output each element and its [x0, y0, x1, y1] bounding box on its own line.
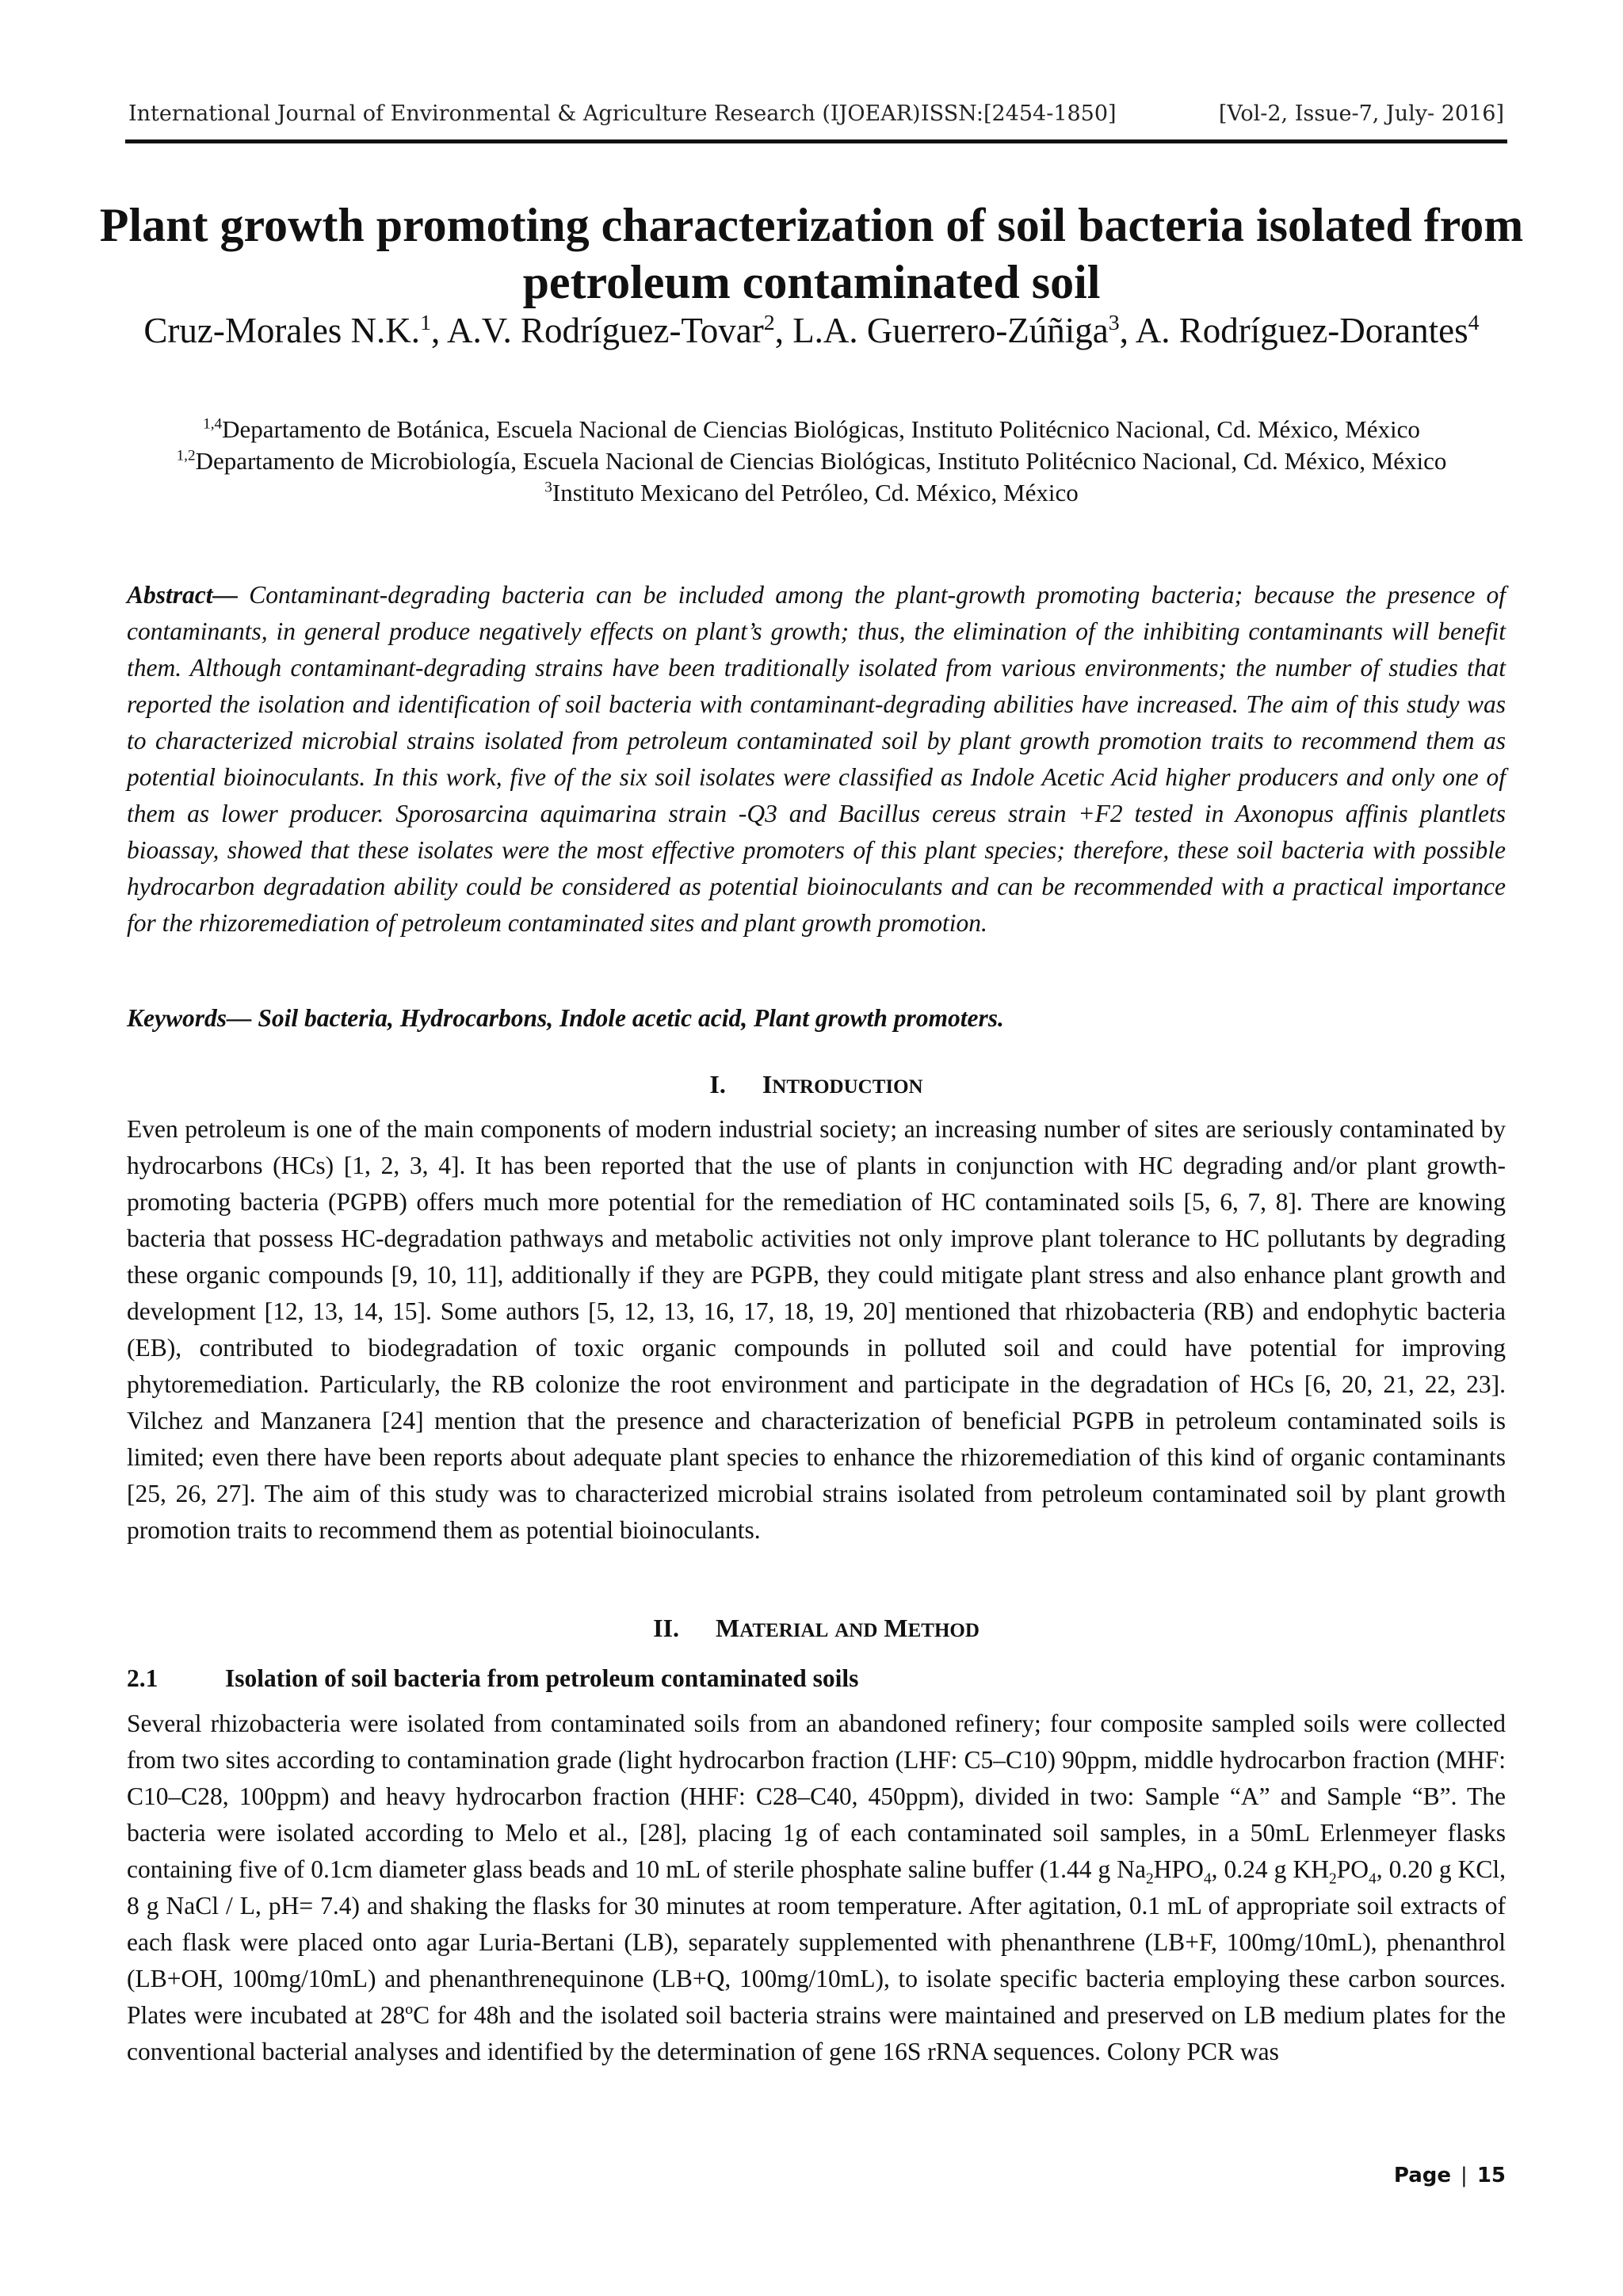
section-title-initial: M — [884, 1614, 908, 1642]
issn: ISSN:[2454-1850] — [921, 101, 1117, 126]
text-run: HPO — [1153, 1855, 1204, 1883]
text-run: , 0.24 g KH — [1211, 1855, 1329, 1883]
author-sup: 2 — [763, 311, 775, 335]
section-number: II. — [653, 1614, 679, 1642]
author-sep: , — [431, 311, 448, 350]
page-footer — [1394, 2164, 1506, 2187]
methods-paragraph — [127, 1706, 1506, 2070]
affiliations — [95, 414, 1528, 509]
subscript: 4 — [1203, 1870, 1212, 1888]
text-run: PO — [1336, 1855, 1369, 1883]
volume-issue: [Vol-2, Issue-7, July- 2016] — [1218, 101, 1504, 126]
introduction-paragraph: Even petroleum is one of the main components of modern industrial society; an increasing number of sites are seriously contaminated by hydrocarbons (HCs) [1, 2, 3, 4]. It has been reported that the use of plants in conjunction with HC degrading and/or plant growth-promoting bacteria (PGPB) offers much more potential for the remediation of HC contaminated soils [5, 6, 7, 8]. There are knowing bacteria that possess HC-degradation pathways and metabolic activities not only improve plant tolerance to HC pollutants by degrading these organic compounds [9, 10, 11], additionally if they are PGPB, they could mitigate plant stress and also enhance plant growth and development [12, 13, 14, 15]. Some authors [5, 12, 13, 16, 17, 18, 19, 20] mentioned that rhizobacteria (RB) and endophytic bacteria (EB), contributed to biodegradation of toxic organic compounds in polluted soil and could have potential for improving phytoremediation. Particularly, the RB colonize the root environment and participate in the degradation of HCs [6, 20, 21, 22, 23]. Vilchez and Manzanera [24] mention that the presence and characterization of beneficial PGPB in petroleum contaminated soils is limited; even there have been reports about adequate plant species to enhance the rhizoremediation of this kind of organic contaminants [25, 26, 27]. The aim of this study was to characterized microbial strains isolated from petroleum contaminated soil by plant growth promotion traits to recommend them as potential bioinoculants. — [127, 1115, 1506, 1544]
section-title-rest: NTRODUCTION — [772, 1076, 923, 1098]
page-label: Page — [1393, 2164, 1452, 2187]
affiliation-text: Instituto Mexicano del Petróleo, Cd. México, México — [552, 479, 1079, 506]
subscript: 2 — [1328, 1870, 1337, 1888]
text-run: Several rhizobacteria were isolated from contaminated soils from an abandoned refinery; four composite sampled soils were collected from two sites according to contamination grade (light hydrocarbon fraction (LHF: C5–C10) 90ppm, middle hydrocarbon fraction (MHF: C10–C28, 100ppm) and heavy hydrocarbon fraction (HHF: C28–C40, 450ppm), divided in two: Sample “A” and Sample “B”. The bacteria were isolated according to Melo et al., [28], placing 1g of each contaminated soil samples, in a 50mL Erlenmeyer flasks containing five of 0.1cm diameter glass beads and 10 mL of sterile phosphate saline buffer (1.44 g Na — [127, 1710, 1506, 1883]
author-name: A. Rodríguez-Dorantes — [1135, 311, 1468, 350]
author-name: Cruz-Morales N.K. — [143, 311, 421, 350]
section-title-initial: I — [762, 1070, 773, 1098]
author-name: A.V. Rodríguez-Tovar — [447, 311, 764, 350]
author-name: L.A. Guerrero-Zúñiga — [792, 311, 1109, 350]
subsection-heading — [127, 1661, 1506, 1696]
header-rule — [125, 139, 1507, 143]
journal-name: International Journal of Environmental & Agriculture Research (IJOEAR) — [128, 101, 921, 126]
keywords-label: Keywords— — [127, 1004, 252, 1032]
paper-title: Plant growth promoting characterization of soil bacteria isolated from petroleum contaminated soil — [99, 199, 1524, 308]
section-number: I. — [709, 1070, 726, 1098]
section-title-rest: ATERIAL — [739, 1620, 829, 1641]
subscript: 4 — [1368, 1870, 1377, 1888]
affiliation-sup: 1,4 — [203, 415, 223, 433]
subscript: 2 — [1146, 1870, 1154, 1888]
affiliation — [95, 414, 1528, 445]
affiliation-sup: 3 — [544, 479, 552, 496]
author-sep: , — [1119, 311, 1136, 350]
section-title-rest: AND — [834, 1620, 878, 1641]
section-title-initial: M — [715, 1614, 740, 1642]
abstract-label: Abstract— — [127, 581, 239, 609]
page-separator: | — [1461, 2164, 1468, 2187]
author-sep: , — [774, 311, 793, 350]
author-sup: 1 — [420, 311, 432, 335]
abstract-text: Contaminant-degrading bacteria can be included among the plant-growth promoting bacteria; because the presence of contaminants, in general produce negatively effects on plant’s growth; thus, the elimination of the inhibiting contaminants will benefit them. Although contaminant-degrading strains have been traditionally isolated from various environments; the number of studies that reported the isolation and identification of soil bacteria with contaminant-degrading abilities have increased. The aim of this study was to characterized microbial strains isolated from petroleum contaminated soil by plant growth promotion traits to recommend them as potential bioinoculants. In this work, five of the six soil isolates were classified as Indole Acetic Acid higher producers and only one of them as lower producer. Sporosarcina aquimarina strain -Q3 and Bacillus cereus strain +F2 tested in Axonopus affinis plantlets bioassay, showed that these isolates were the most effective promoters of this plant species; therefore, these soil bacteria with possible hydrocarbon degradation ability could be considered as potential bioinoculants and can be recommended with a practical importance for the rhizoremediation of petroleum contaminated sites and plant growth promotion. — [127, 581, 1506, 937]
keywords-text: Soil bacteria, Hydrocarbons, Indole acetic acid, Plant growth promoters. — [258, 1004, 1004, 1032]
section-title-rest: ETHOD — [907, 1620, 980, 1641]
affiliation — [95, 445, 1528, 477]
page-number: 15 — [1476, 2164, 1506, 2187]
subsection-number: 2.1 — [127, 1664, 158, 1692]
author-list — [95, 308, 1528, 353]
author-sup: 4 — [1468, 311, 1480, 335]
affiliation-text: Departamento de Botánica, Escuela Nacional de Ciencias Biológicas, Instituto Politécnico Nacional, Cd. México, México — [222, 415, 1420, 443]
subsection-title: Isolation of soil bacteria from petroleum contaminated soils — [225, 1664, 859, 1692]
author-sup: 3 — [1108, 311, 1120, 335]
section-heading-methods — [127, 1610, 1506, 1648]
abstract — [127, 577, 1506, 942]
section-heading-introduction — [127, 1067, 1506, 1105]
affiliation — [95, 477, 1528, 509]
text-run: , 0.20 g KCl, 8 g NaCl / L, pH= 7.4) and shaking the flasks for 30 minutes at room temperature. After agitation, 0.1 mL of appropriate soil extracts of each flask were placed onto agar Luria-Bertani (LB), separately supplemented with phenanthrene (LB+F, 100mg/10mL), phenanthrol (LB+OH, 100mg/10mL) and phenanthrenequinone (LB+Q, 100mg/10mL), to isolate specific bacteria employing these carbon sources. Plates were incubated at 28ºC for 48h and the isolated soil bacteria strains were maintained and preserved on LB medium plates for the conventional bacterial analyses and identified by the determination of gene 16S rRNA sequences. Colony PCR was — [127, 1855, 1506, 2065]
affiliation-text: Departamento de Microbiología, Escuela Nacional de Ciencias Biológicas, Instituto Politécnico Nacional, Cd. México, México — [195, 447, 1447, 475]
keywords — [127, 1000, 1506, 1037]
affiliation-sup: 1,2 — [176, 447, 196, 464]
